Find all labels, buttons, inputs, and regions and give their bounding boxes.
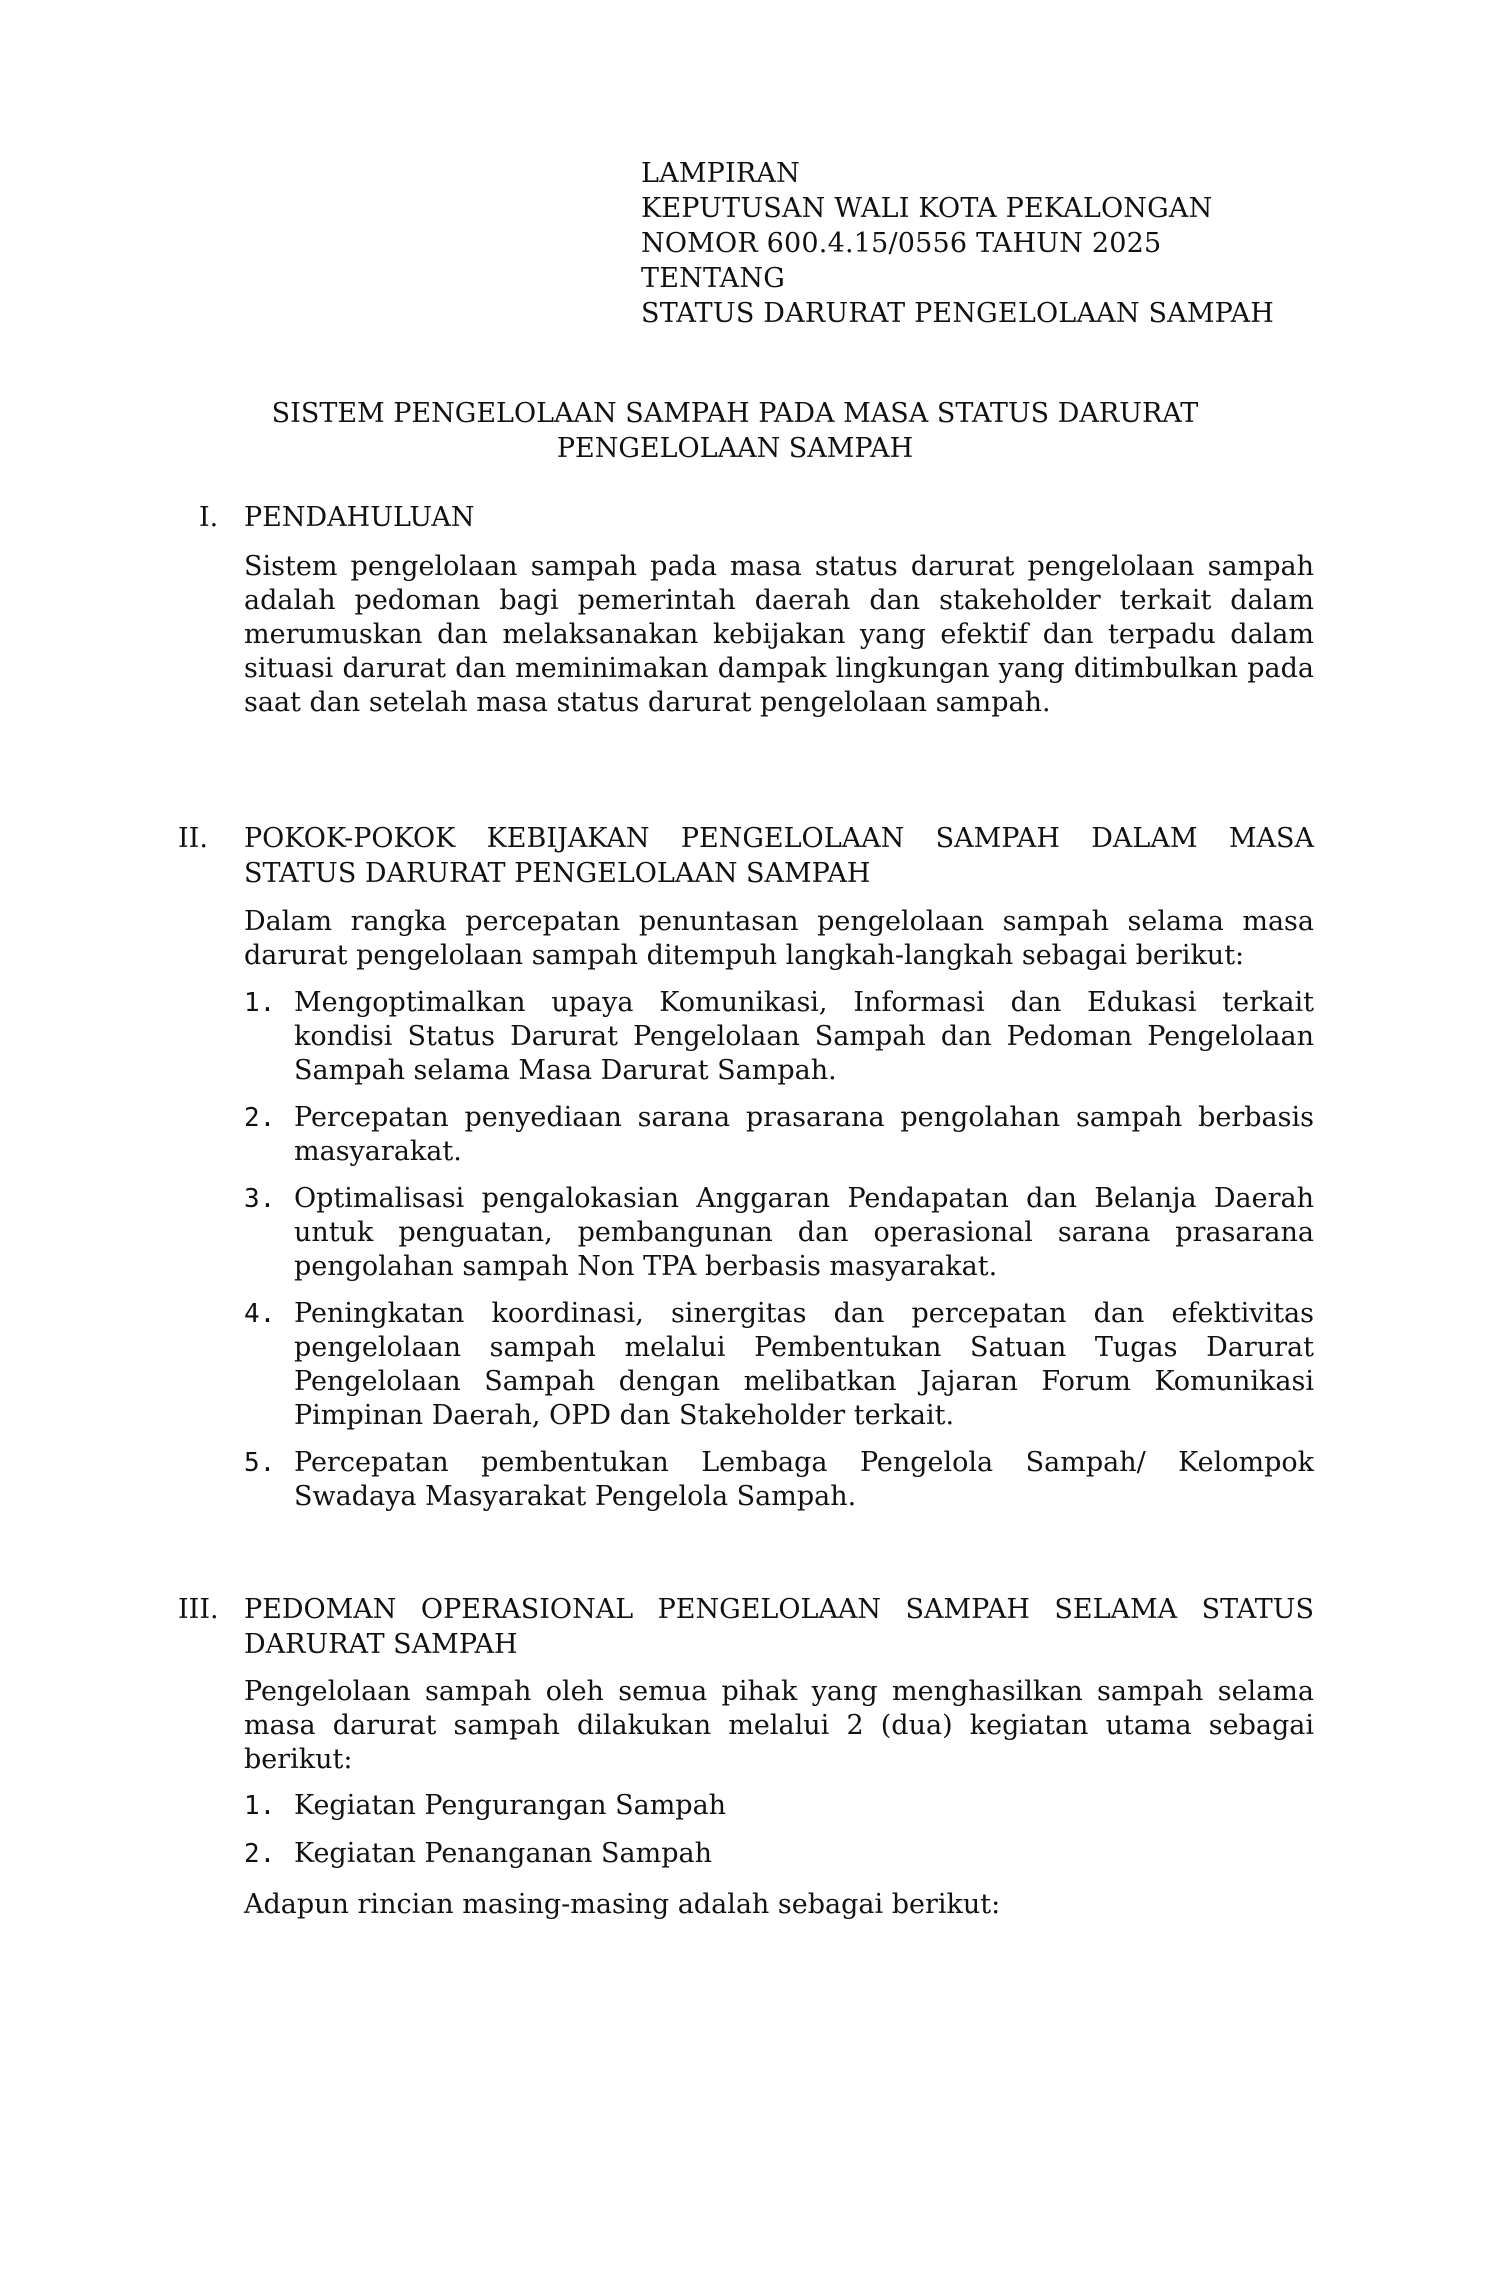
section-3-closing: Adapun rincian masing-masing adalah sebagai berikut: — [244, 1889, 1001, 1920]
list-item-text: Kegiatan Penanganan Sampah — [294, 1838, 712, 1869]
list-item-text: Kegiatan Pengurangan Sampah — [294, 1790, 727, 1821]
section-3-paragraph: Pengelolaan sampah oleh semua pihak yang menghasilkan sampah selama masa darurat sampah dilakukan melalui 2 (dua) kegiatan utama sebagai berikut: — [244, 1676, 1314, 1775]
document-title-line-2: PENGELOLAAN SAMPAH — [556, 433, 914, 464]
attachment-header — [641, 156, 1274, 331]
section-3-list — [244, 1789, 1314, 1884]
decree-subject: STATUS DARURAT PENGELOLAAN SAMPAH — [641, 298, 1275, 329]
section-number: I. — [199, 502, 219, 533]
section-title: POKOK-POKOK KEBIJAKAN PENGELOLAAN SAMPAH DALAM MASA STATUS DARURAT PENGELOLAAN SAMPAH — [244, 823, 1314, 889]
list-item-number: 2. — [244, 1103, 276, 1133]
list-item-text: Peningkatan koordinasi, sinergitas dan percepatan dan efektivitas pengelolaan sampah melalui Pembentukan Satuan Tugas Darurat Pengelolaan Sampah dengan melibatkan Jajaran Forum Komunikasi Pimpinan Daerah, OPD dan Stakeholder terkait. — [294, 1298, 1314, 1431]
document-title-line-1: SISTEM PENGELOLAAN SAMPAH PADA MASA STATUS DARURAT — [271, 398, 1199, 429]
decree-name: KEPUTUSAN WALI KOTA PEKALONGAN — [641, 193, 1213, 224]
list-item — [244, 1297, 1314, 1433]
list-item-number: 5. — [244, 1448, 276, 1478]
section-2-list — [244, 986, 1314, 1527]
list-item-text: Percepatan penyediaan sarana prasarana pengolahan sampah berbasis masyarakat. — [294, 1102, 1314, 1167]
list-item-number: 4. — [244, 1299, 276, 1329]
list-item-number: 1. — [244, 1791, 276, 1821]
list-item — [244, 1182, 1314, 1284]
list-item-number: 1. — [244, 988, 276, 1018]
section-number: III. — [178, 1594, 219, 1625]
list-item — [244, 1101, 1314, 1169]
list-item-number: 2. — [244, 1839, 276, 1869]
list-item — [244, 1837, 1314, 1871]
section-2-paragraph: Dalam rangka percepatan penuntasan pengelolaan sampah selama masa darurat pengelolaan sampah ditempuh langkah-langkah sebagai berikut: — [244, 906, 1314, 971]
section-1-paragraph: Sistem pengelolaan sampah pada masa status darurat pengelolaan sampah adalah pedoman bagi pemerintah daerah dan stakeholder terkait dalam merumuskan dan melaksanakan kebijakan yang efektif dan terpadu dalam situasi darurat dan meminimakan dampak lingkungan yang ditimbulkan pada saat dan setelah masa status darurat pengelolaan sampah. — [244, 551, 1314, 718]
list-item — [244, 986, 1314, 1088]
list-item-text: Percepatan pembentukan Lembaga Pengelola Sampah/ Kelompok Swadaya Masyarakat Pengelola Sampah. — [294, 1447, 1314, 1512]
document-title — [240, 396, 1230, 466]
list-item-number: 3. — [244, 1184, 276, 1214]
list-item — [244, 1446, 1314, 1514]
section-number: II. — [178, 823, 208, 854]
list-item-text: Optimalisasi pengalokasian Anggaran Pendapatan dan Belanja Daerah untuk penguatan, pembangunan dan operasional sarana prasarana pengolahan sampah Non TPA berbasis masyarakat. — [294, 1183, 1314, 1282]
section-title: PEDOMAN OPERASIONAL PENGELOLAAN SAMPAH SELAMA STATUS DARURAT SAMPAH — [244, 1594, 1314, 1660]
decree-about-label: TENTANG — [641, 263, 785, 294]
decree-number: NOMOR 600.4.15/0556 TAHUN 2025 — [641, 228, 1162, 259]
attachment-label: LAMPIRAN — [641, 158, 800, 189]
list-item-text: Mengoptimalkan upaya Komunikasi, Informasi dan Edukasi terkait kondisi Status Darurat Pengelolaan Sampah dan Pedoman Pengelolaan Sampah selama Masa Darurat Sampah. — [294, 987, 1314, 1086]
section-title: PENDAHULUAN — [244, 502, 475, 533]
list-item — [244, 1789, 1314, 1823]
